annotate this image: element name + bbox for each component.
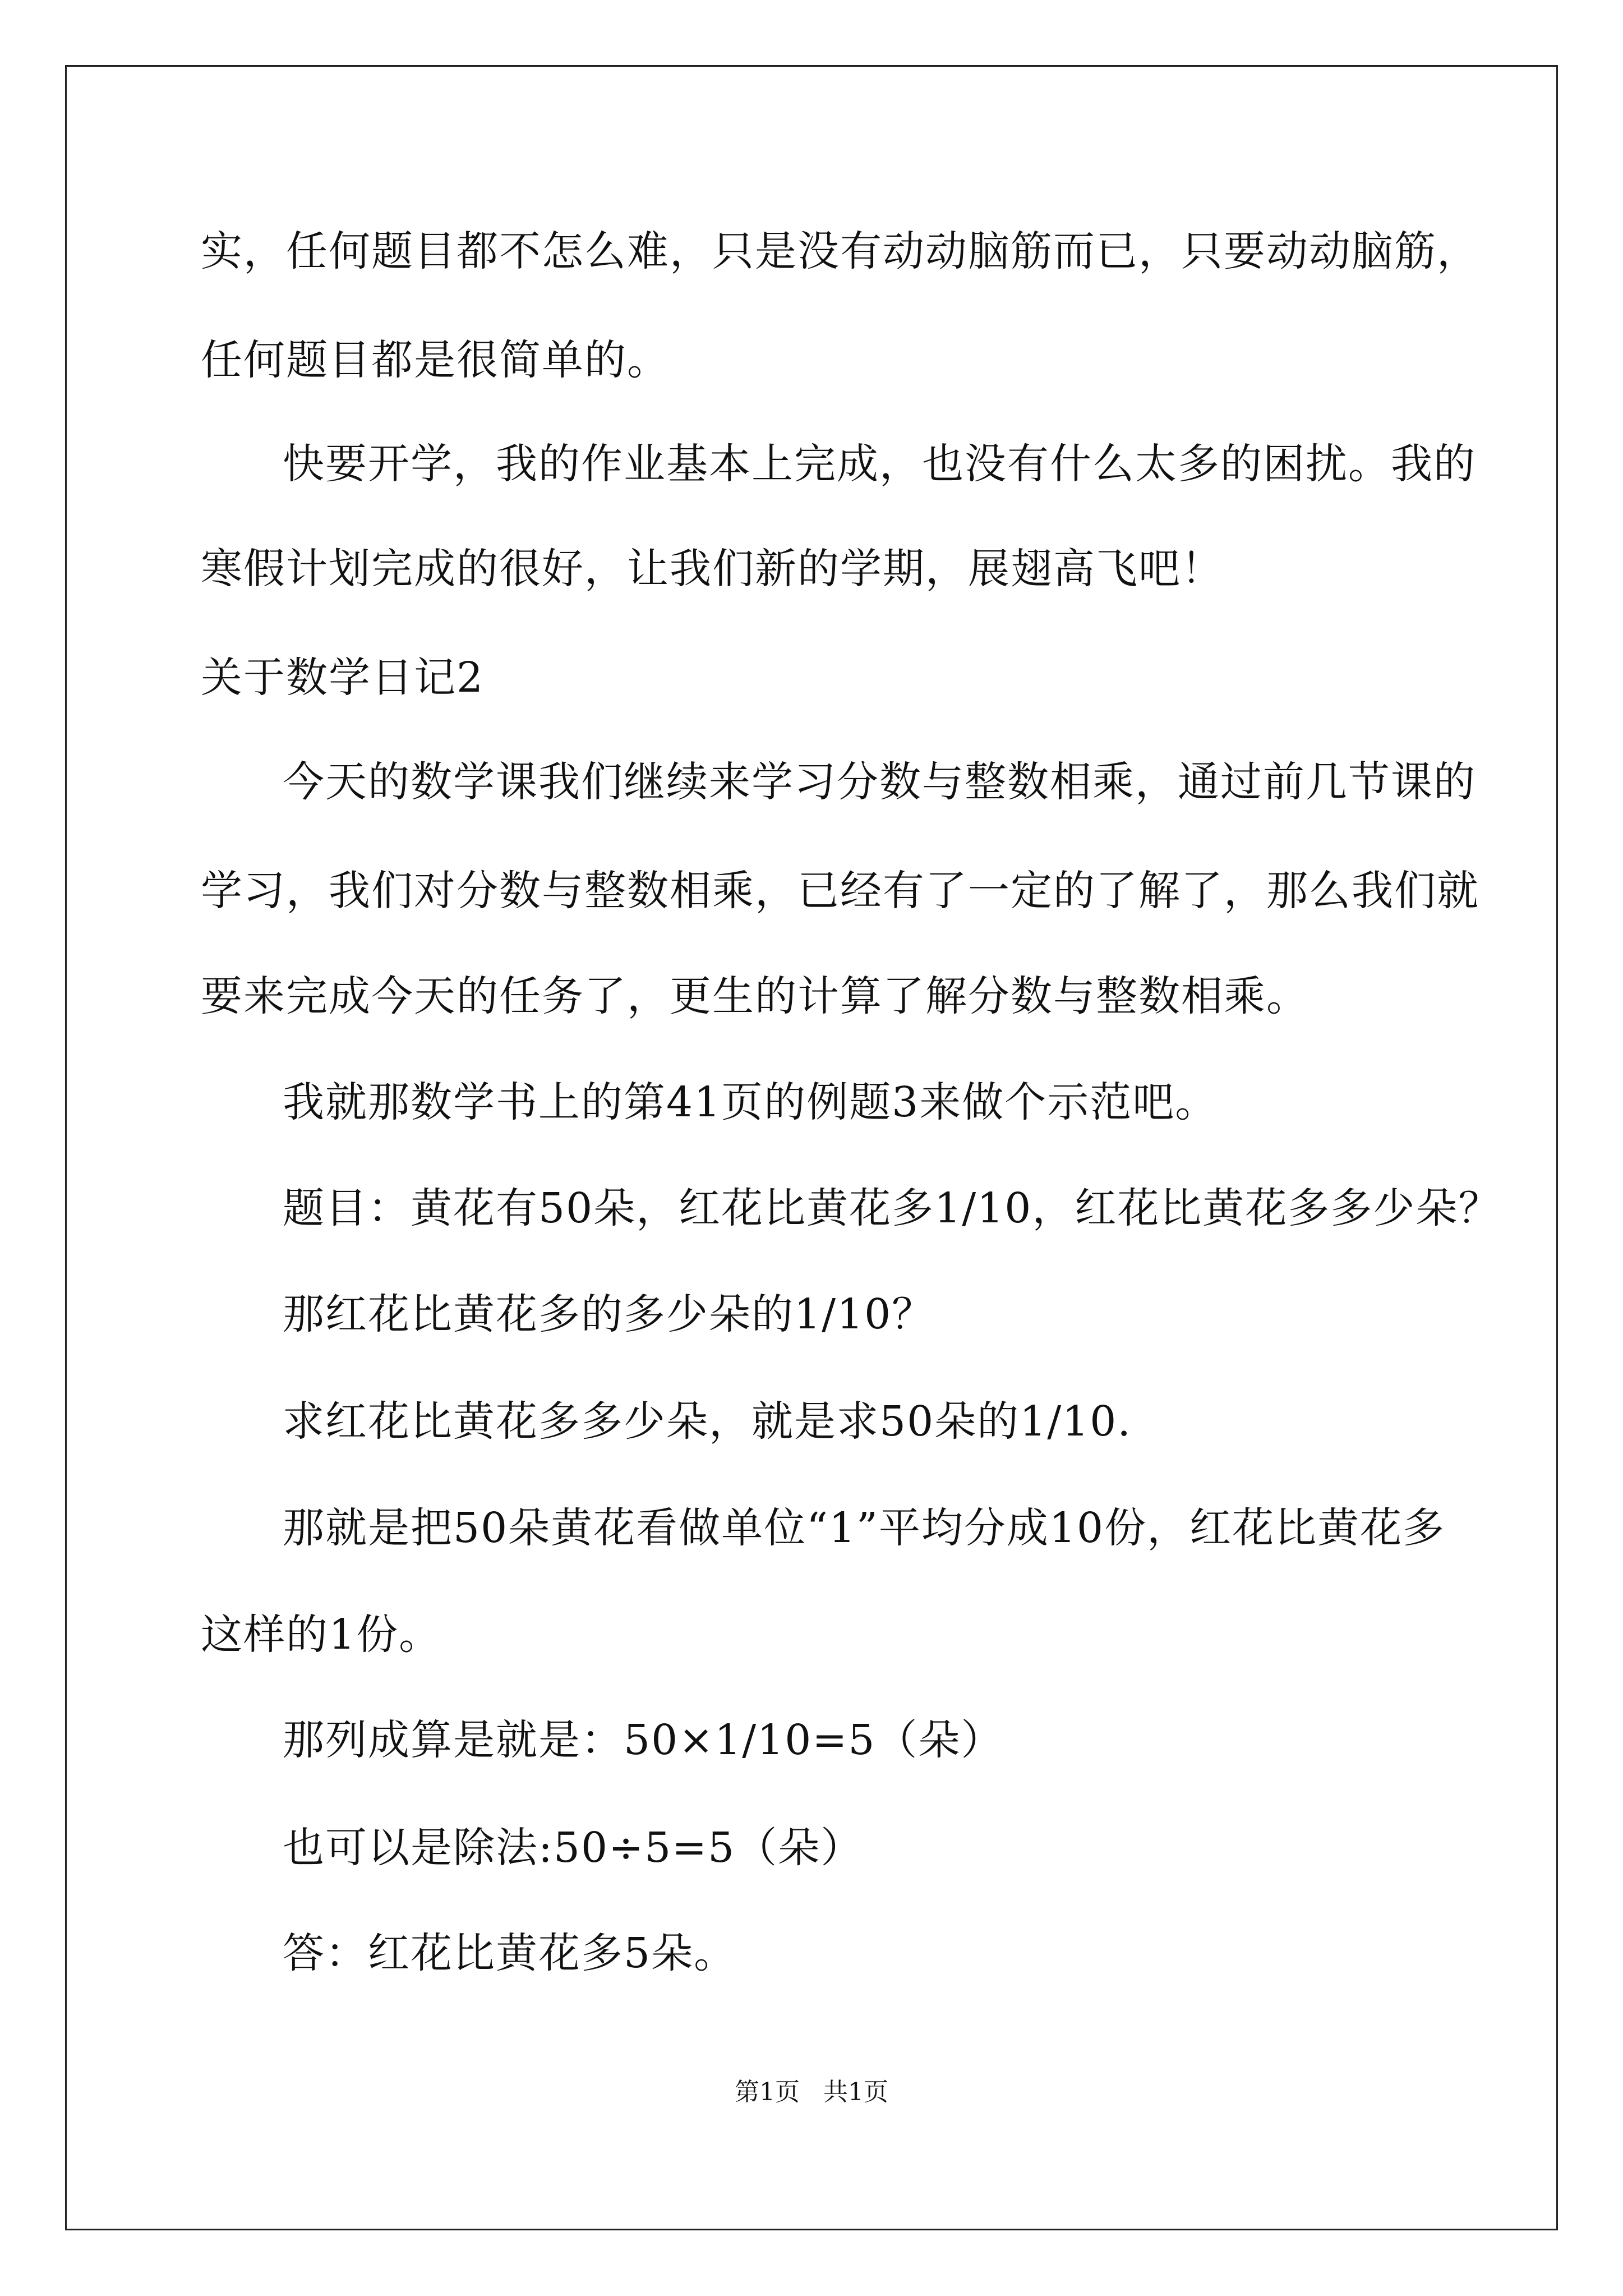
paragraph-line: 这样的1份。 <box>201 1611 442 1659</box>
paragraph-line: 任何题目都是很简单的。 <box>201 336 670 384</box>
paragraph-line: 求红花比黄花多多少朵，就是求50朵的1/10. <box>283 1397 1132 1446</box>
paragraph-line: 快要开学，我的作业基本上完成，也没有什么太多的困扰。我的 <box>283 440 1476 488</box>
paragraph-line: 那列成算是就是：50×1/10=5（朵） <box>283 1716 1004 1764</box>
page-footer: 第1页 共1页 <box>735 2078 888 2106</box>
paragraph-line: 答：红花比黄花多5朵。 <box>283 1929 737 1977</box>
paragraph-line: 也可以是除法:50÷5=5（朵） <box>283 1824 864 1872</box>
section-heading: 关于数学日记2 <box>201 654 485 702</box>
paragraph-line: 今天的数学课我们继续来学习分数与整数相乘，通过前几节课的 <box>283 758 1476 806</box>
paragraph-line: 要来完成今天的任务了，更生的计算了解分数与整数相乘。 <box>201 972 1309 1020</box>
paragraph-line: 学习，我们对分数与整数相乘，已经有了一定的了解了，那么我们就 <box>201 867 1479 915</box>
paragraph-line: 那就是把50朵黄花看做单位“1”平均分成10份，红花比黄花多 <box>283 1504 1446 1552</box>
paragraph-line: 寒假计划完成的很好，让我们新的学期，展翅高飞吧！ <box>201 545 1224 593</box>
paragraph-line: 我就那数学书上的第41页的例题3来做个示范吧。 <box>283 1078 1218 1126</box>
page-border <box>65 65 1558 2230</box>
paragraph-line: 那红花比黄花多的多少朵的1/10？ <box>283 1290 935 1338</box>
paragraph-line: 题目：黄花有50朵，红花比黄花多1/10，红花比黄花多多少朵？ <box>283 1184 1501 1232</box>
paragraph-line: 实，任何题目都不怎么难，只是没有动动脑筋而已，只要动动脑筋， <box>201 227 1479 275</box>
